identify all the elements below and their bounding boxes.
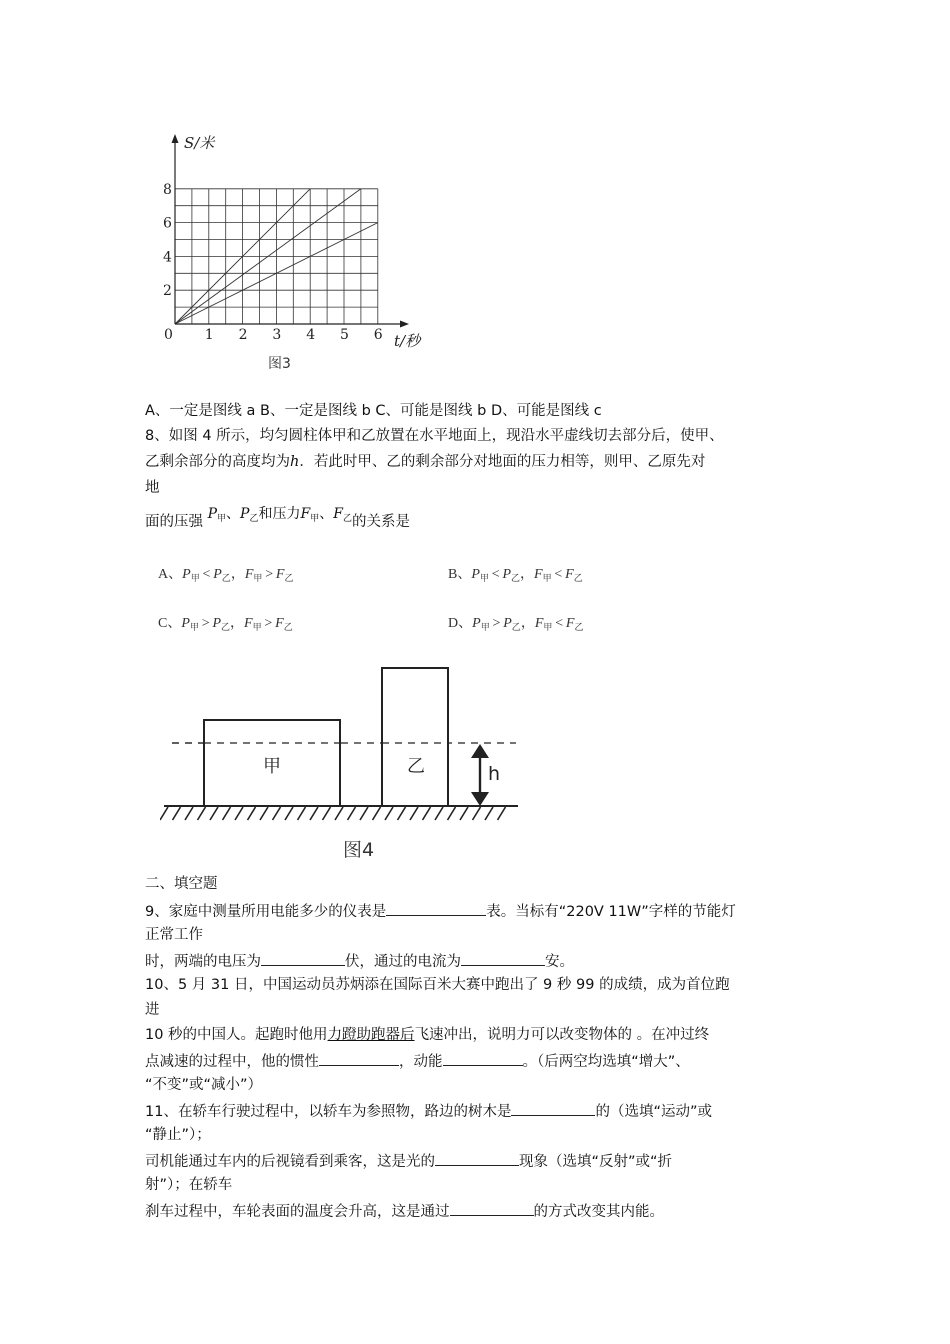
fig4-hatch-stroke — [248, 807, 256, 820]
q8-line1: 8、如图 4 所示，均匀圆柱体甲和乙放置在水平地面上，现沿水平虚线切去部分后，使甲、 — [145, 428, 724, 444]
fig4-hatch-stroke — [310, 807, 318, 820]
fig3-caption: 图3 — [268, 356, 291, 372]
fig4-hatch-stroke — [210, 807, 218, 820]
fig3-x-tick-0: 0 — [164, 327, 173, 343]
fig4-hatch-stroke — [235, 807, 243, 820]
q11-blank-3[interactable] — [450, 1200, 534, 1216]
fig3-y-tick-2: 2 — [163, 283, 172, 300]
q8-line3: 地 — [145, 480, 160, 496]
q10-underlined-phrase: 力蹬助跑器后 — [327, 1027, 415, 1043]
q10-blank-inertia[interactable] — [319, 1050, 399, 1066]
fig4-hatch-stroke — [498, 807, 506, 820]
fig4-hatch-stroke — [348, 807, 356, 820]
q11-line5: 刹车过程中，车轮表面的温度会升高，这是通过 的方式改变其内能。 — [145, 1200, 664, 1222]
fig3-y-tick-4: 4 — [163, 249, 172, 266]
fig4-hatch-stroke — [160, 807, 168, 820]
q11-line3: 司机能通过车内的后视镜看到乘客，这是光的 现象（选填“反射”或“折 — [145, 1150, 672, 1172]
section2-title: 二、填空题 — [145, 876, 218, 892]
fig4-label-h: h — [488, 763, 501, 785]
fig4-hatch-stroke — [423, 807, 431, 820]
q8-option-b: B、$P_甲 < P_乙$，$F_甲 < F_乙$ — [448, 567, 583, 583]
fig4-ground — [160, 807, 506, 820]
fig3-y-arrow — [172, 134, 179, 143]
q10-line4: 点减速的过程中，他的惯性 ，动能 。（后两空均选填“增大”、 — [145, 1050, 690, 1072]
fig4-hatch-stroke — [360, 807, 368, 820]
q8-line2-before: 乙剩余部分的高度均为 — [145, 454, 290, 470]
q10-line2: 进 — [145, 1002, 160, 1018]
fig3-y-tick-8: 8 — [163, 181, 172, 198]
fig3-y-tick-6: 6 — [163, 215, 172, 232]
fig3-x-tick-3: 3 — [272, 327, 282, 343]
fig4-hatch-stroke — [298, 807, 306, 820]
q11-line4: 射”）；在轿车 — [145, 1177, 233, 1193]
fig4-hatch-stroke — [185, 807, 193, 820]
fig3-chart — [150, 128, 440, 378]
q7-options: A、一定是图线 a B、一定是图线 b C、可能是图线 b D、可能是图线 c — [145, 403, 602, 419]
q9-blank-2[interactable] — [261, 950, 345, 966]
q9-line3: 时，两端的电压为 伏，通过的电流为 安。 — [145, 950, 574, 972]
fig4-h-arrow-down — [471, 792, 489, 806]
q11-line1: 11、在轿车行驶过程中，以轿车为参照物，路边的树木是 的（选填“运动”或 — [145, 1100, 712, 1122]
fig3-x-axis-label: t/秒 — [394, 332, 421, 350]
fig4-label-jia: 甲 — [263, 756, 281, 777]
q10-line5: “不变”或“减小”） — [145, 1077, 263, 1093]
fig4-hatch-stroke — [173, 807, 181, 820]
fig4-hatch-stroke — [223, 807, 231, 820]
fig3-x-tick-5: 5 — [340, 327, 349, 343]
fig3-x-tick-6: 6 — [373, 327, 383, 343]
q9-line2: 正常工作 — [145, 927, 203, 943]
q8-p-yi: $P_乙$ — [240, 506, 259, 524]
q8-line2-after: ．若此时甲、乙的剩余部分对地面的压力相等，则甲、乙原先对 — [299, 454, 706, 470]
fig4-hatch-stroke — [485, 807, 493, 820]
q11-blank-1[interactable] — [511, 1100, 595, 1116]
q8-line4 — [145, 506, 410, 537]
fig4-hatch-stroke — [273, 807, 281, 820]
q8-f-jia: $F_甲$ — [300, 506, 320, 524]
fig4-hatch-stroke — [385, 807, 393, 820]
q9-blank-3[interactable] — [461, 950, 545, 966]
q10-line1: 10、5 月 31 日，中国运动员苏炳添在国际百米大赛中跑出了 9 秒 99 的成绩，成为首位跑 — [145, 977, 730, 993]
q8-line4-before: 面的压强 — [145, 514, 203, 530]
q9-blank-1[interactable] — [386, 900, 486, 916]
fig4-hatch-stroke — [410, 807, 418, 820]
fig3-y-axis-label: S/米 — [184, 134, 215, 152]
fig3-x-tick-2: 2 — [238, 327, 248, 343]
fig4-hatch-stroke — [448, 807, 456, 820]
fig3-x-tick-4: 4 — [306, 327, 316, 343]
q8-line4-after: 的关系是 — [351, 514, 410, 530]
q10-line3: 10 秒的中国人。起跑时他用力蹬助跑器后飞速冲出，说明力可以改变物体的 。在冲过终 — [145, 1027, 710, 1043]
fig4-caption: 图4 — [343, 839, 375, 861]
fig4-hatch-stroke — [398, 807, 406, 820]
q8-option-d: D、$P_甲 > P_乙$，$F_甲 < F_乙$ — [448, 616, 584, 632]
q9-line1: 9、家庭中测量所用电能多少的仪表是 表。当标有“220V 11W”字样的节能灯 — [145, 900, 736, 922]
q8-p-jia: $P_甲$ — [207, 506, 227, 524]
fig4-hatch-stroke — [435, 807, 443, 820]
fig4-cylinder-yi — [382, 668, 448, 806]
q8-line2 — [145, 452, 705, 472]
fig4-hatch-stroke — [335, 807, 343, 820]
fig3-x-tick-1: 1 — [204, 327, 214, 343]
q11-line2: “静止”）； — [145, 1127, 211, 1143]
q8-option-c: C、$P_甲 > P_乙$，$F_甲 > F_乙$ — [158, 616, 293, 632]
q8-formula: $P_甲$、$P_乙$和压力$F_甲$、$F_乙$ — [207, 506, 352, 524]
fig4-hatch-stroke — [260, 807, 268, 820]
fig4-hatch-stroke — [198, 807, 206, 820]
q8-option-a: A、$P_甲 < P_乙$，$F_甲 > F_乙$ — [158, 567, 294, 583]
fig4-hatch-stroke — [323, 807, 331, 820]
q10-blank-kinetic[interactable] — [443, 1050, 523, 1066]
fig3-x-arrow — [400, 321, 409, 328]
fig4-hatch-stroke — [285, 807, 293, 820]
q8-f-yi: $F_乙$ — [333, 506, 352, 524]
fig3-grid — [175, 189, 378, 324]
fig4-hatch-stroke — [460, 807, 468, 820]
fig4-hatch-stroke — [473, 807, 481, 820]
fig4-h-arrow-up — [471, 744, 489, 758]
fig4-hatch-stroke — [373, 807, 381, 820]
q8-var-h: h — [290, 454, 300, 470]
fig4-label-yi: 乙 — [407, 756, 425, 777]
fig4-diagram — [160, 660, 530, 870]
q11-blank-2[interactable] — [435, 1150, 519, 1166]
